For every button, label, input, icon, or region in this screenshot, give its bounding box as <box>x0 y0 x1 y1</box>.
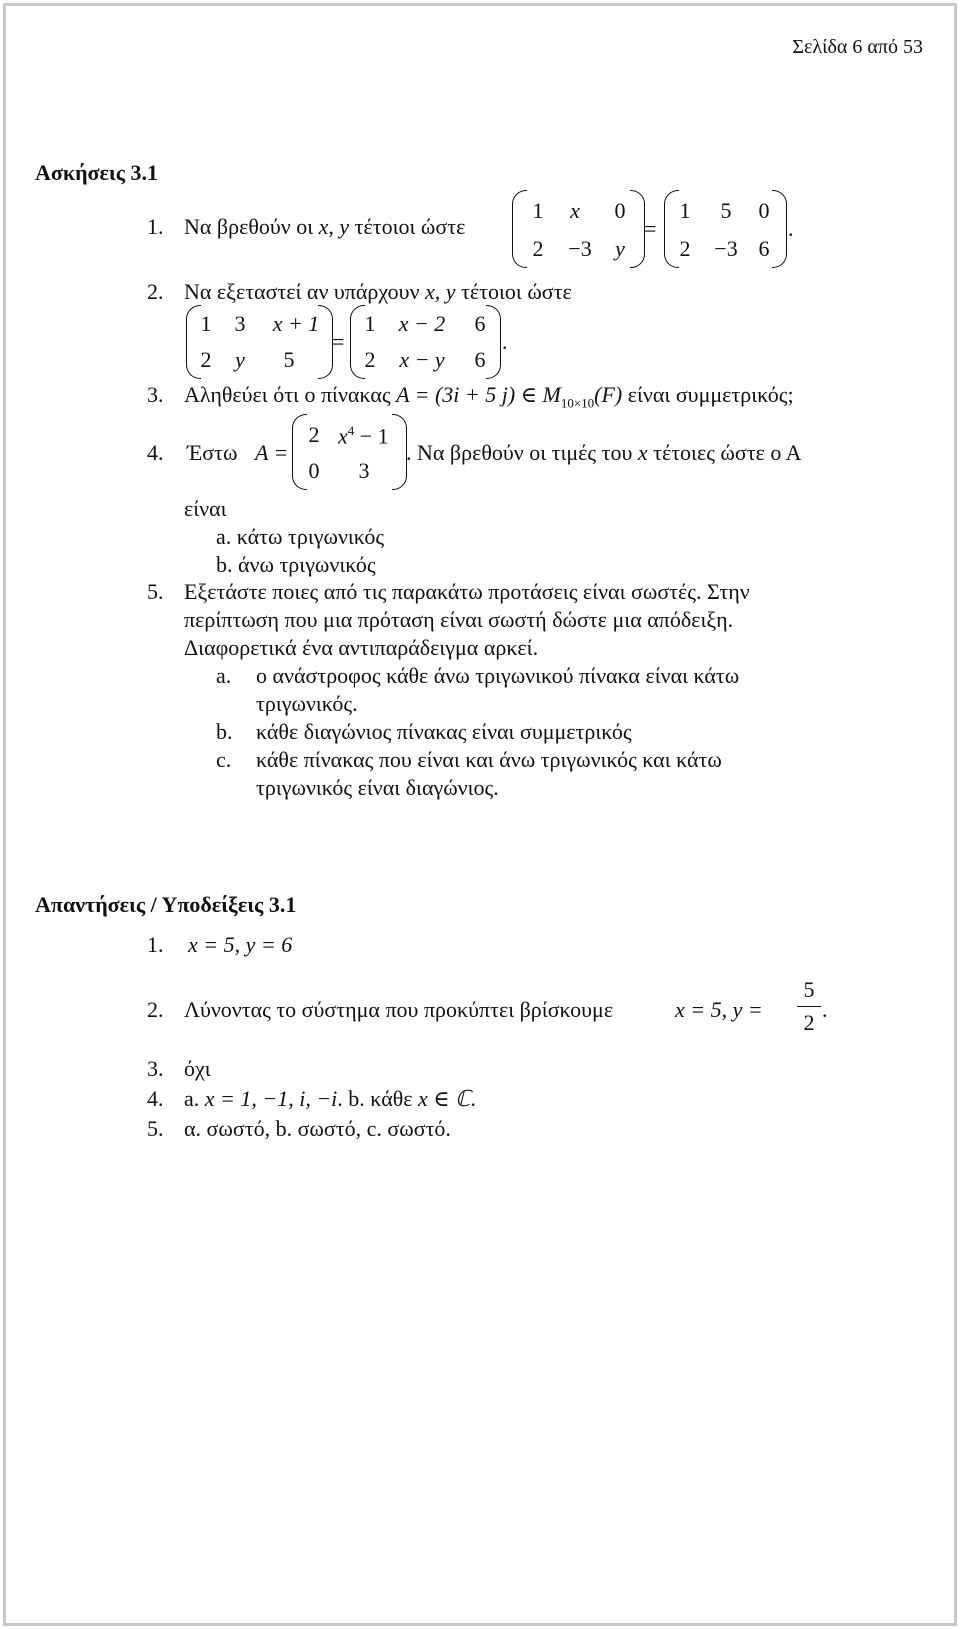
exercise-2-number: 2. <box>147 279 164 304</box>
exercise-1-number: 1. <box>147 214 164 239</box>
answer-4-number: 4. <box>147 1086 164 1111</box>
exercises-heading: Ασκήσεις 3.1 <box>35 160 159 185</box>
exercise-5-line-2: περίπτωση που μια πρόταση είναι σωστή δώστε μια απόδειξη. <box>184 607 734 632</box>
exercise-4-question: . Να βρεθούν οι τιμές του x τέτοιες ώστε ο Α <box>406 440 802 465</box>
answer-2-fraction-denominator: 2 <box>803 1010 815 1035</box>
exercise-2-period: . <box>502 329 508 354</box>
exercise-5-item-a-line-1: ο ανάστροφος κάθε άνω τριγωνικού πίνακα είναι κάτω <box>256 663 740 688</box>
exercise-5-item-c-label: c. <box>216 747 232 772</box>
exercise-2-text: Να εξεταστεί αν υπάρχουν x, y τέτοιοι ώστε <box>184 279 572 304</box>
exercise-2-equals: = <box>332 329 345 354</box>
answers-heading: Απαντήσεις / Υποδείξεις 3.1 <box>35 892 297 917</box>
exercise-3-number: 3. <box>147 382 164 407</box>
exercise-5-line-1: Εξετάστε ποιες από τις παρακάτω προτάσεις είναι σωστές. Στην <box>184 579 750 604</box>
answer-1-number: 1. <box>147 932 164 957</box>
exercise-5-item-c-line-1: κάθε πίνακας που είναι και άνω τριγωνικός και κάτω <box>256 747 722 772</box>
answer-2-fraction-numerator: 5 <box>803 977 815 1002</box>
answer-4-text: a. x = 1, −1, i, −i. b. κάθε x ∈ ℂ. <box>184 1086 476 1111</box>
exercise-5-item-a-line-2: τριγωνικός. <box>256 691 358 716</box>
answer-5-text: α. σωστό, b. σωστό, c. σωστό. <box>184 1116 451 1141</box>
exercise-4-item-b: b. άνω τριγωνικός <box>216 552 376 577</box>
exercise-1-text: Να βρεθούν οι x, y τέτοιοι ώστε <box>184 214 466 239</box>
exercise-5-line-3: Διαφορετικά ένα αντιπαράδειγμα αρκεί. <box>184 635 539 660</box>
answer-3-number: 3. <box>147 1056 164 1081</box>
answer-1-text: x = 5, y = 6 <box>188 932 293 957</box>
exercise-1-period: . <box>788 216 794 241</box>
exercise-5-item-b-line-1: κάθε διαγώνιος πίνακας είναι συμμετρικός <box>256 719 632 744</box>
exercise-3-text: Αληθεύει ότι ο πίνακας A = (3i + 5 j) ∈ $M_{10\times 10}(F)$ είναι συμμετρικός; <box>184 382 794 411</box>
exercise-4-number: 4. <box>147 440 164 465</box>
exercise-5-item-a-label: a. <box>216 663 232 688</box>
exercise-1-equals: = <box>644 216 657 241</box>
exercise-4-item-a: a. κάτω τριγωνικός <box>216 524 385 549</box>
answer-2-fraction-bar <box>797 1006 821 1007</box>
exercise-5-number: 5. <box>147 579 164 604</box>
page-border <box>3 3 957 1626</box>
answer-3-text: όχι <box>184 1056 211 1081</box>
answer-5-number: 5. <box>147 1116 164 1141</box>
answer-2-period: . <box>822 997 828 1022</box>
exercise-4-text: Έστω <box>187 440 238 465</box>
exercise-5-item-c-line-2: τριγωνικός είναι διαγώνιος. <box>256 775 499 800</box>
exercise-5-item-b-label: b. <box>216 719 233 744</box>
answer-2-text: Λύνοντας το σύστημα που προκύπτει βρίσκουμε <box>184 997 614 1022</box>
exercise-4-continuation: είναι <box>184 496 227 521</box>
answer-2-number: 2. <box>147 997 164 1022</box>
exercise-4-A-equals: A = <box>255 440 289 465</box>
page-number: Σελίδα 6 από 53 <box>792 36 923 58</box>
answer-2-formula: x = 5, y = <box>675 997 763 1022</box>
